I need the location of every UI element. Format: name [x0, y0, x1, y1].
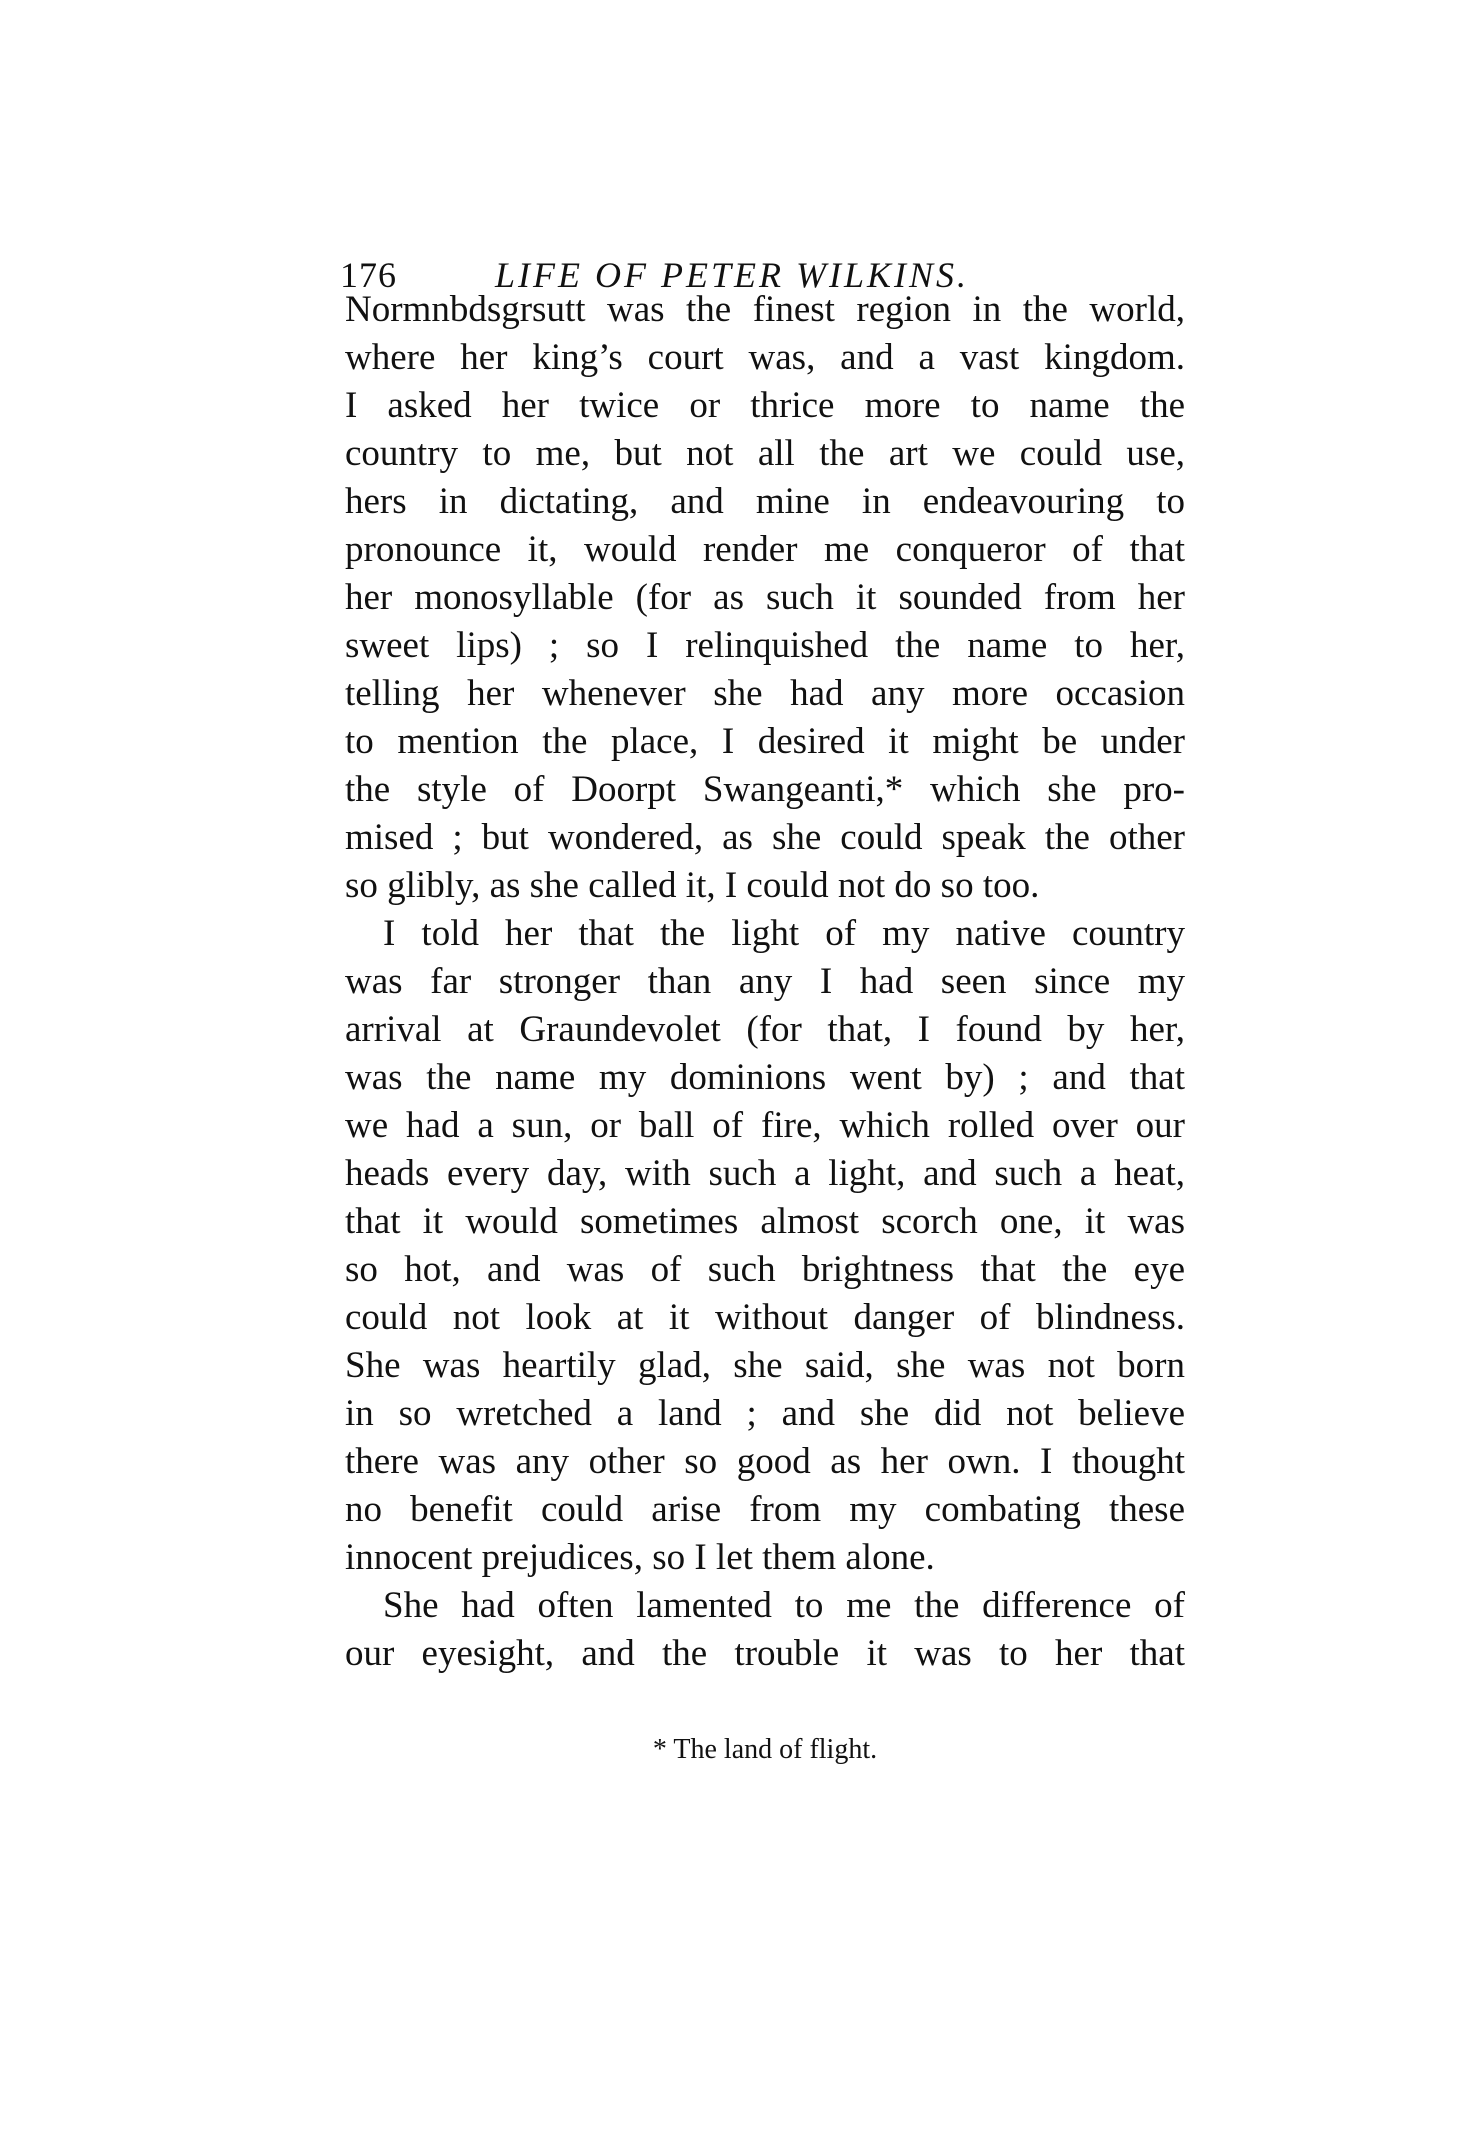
text-line: to mention the place, I desired it might be under [345, 721, 1185, 762]
paragraph-1 [345, 286, 1185, 910]
body-text [345, 286, 1185, 1678]
text-line: so hot, and was of such brightness that the eye [345, 1249, 1185, 1290]
text-line: the style of Doorpt Swangeanti,* which she pro- [345, 769, 1185, 810]
text-line: sweet lips) ; so I relinquished the name to her, [345, 625, 1185, 666]
paragraph-3 [345, 1582, 1185, 1678]
text-line: She had often lamented to me the difference of [383, 1585, 1185, 1626]
text-line: her monosyllable (for as such it sounded from her [345, 577, 1185, 618]
text-line: so glibly, as she called it, I could not do so too. [345, 865, 1040, 906]
text-line: telling her whenever she had any more occasion [345, 673, 1185, 714]
footnote: * The land of flight. [652, 1734, 878, 1765]
running-title: LIFE OF PETER WILKINS. [495, 255, 969, 295]
text-line: Normnbdsgrsutt was the finest region in the world, [345, 289, 1185, 330]
text-line: arrival at Graundevolet (for that, I found by her, [345, 1009, 1185, 1050]
text-line: heads every day, with such a light, and such a heat, [345, 1153, 1185, 1194]
text-line: pronounce it, would render me conqueror of that [345, 529, 1185, 570]
text-line: no benefit could arise from my combating these [345, 1489, 1185, 1530]
text-line: innocent prejudices, so I let them alone. [345, 1537, 935, 1578]
text-line: in so wretched a land ; and she did not believe [345, 1393, 1185, 1434]
text-line: where her king’s court was, and a vast kingdom. [345, 337, 1185, 378]
text-line: was the name my dominions went by) ; and that [345, 1057, 1185, 1098]
text-line: She was heartily glad, she said, she was not born [345, 1345, 1185, 1386]
text-line: that it would sometimes almost scorch one, it was [345, 1201, 1185, 1242]
text-line: hers in dictating, and mine in endeavouring to [345, 481, 1185, 522]
text-line: we had a sun, or ball of fire, which rolled over our [345, 1105, 1185, 1146]
text-line: there was any other so good as her own. I thought [345, 1441, 1185, 1482]
text-line: I told her that the light of my native country [383, 913, 1185, 954]
text-line: our eyesight, and the trouble it was to her that [345, 1633, 1185, 1674]
text-line: could not look at it without danger of blindness. [345, 1297, 1185, 1338]
page-number: 176 [340, 255, 397, 295]
text-line: was far stronger than any I had seen since my [345, 961, 1185, 1002]
text-line: I asked her twice or thrice more to name the [345, 385, 1185, 426]
text-line: country to me, but not all the art we could use, [345, 433, 1185, 474]
paragraph-2 [345, 910, 1185, 1582]
text-line: mised ; but wondered, as she could speak the other [345, 817, 1185, 858]
